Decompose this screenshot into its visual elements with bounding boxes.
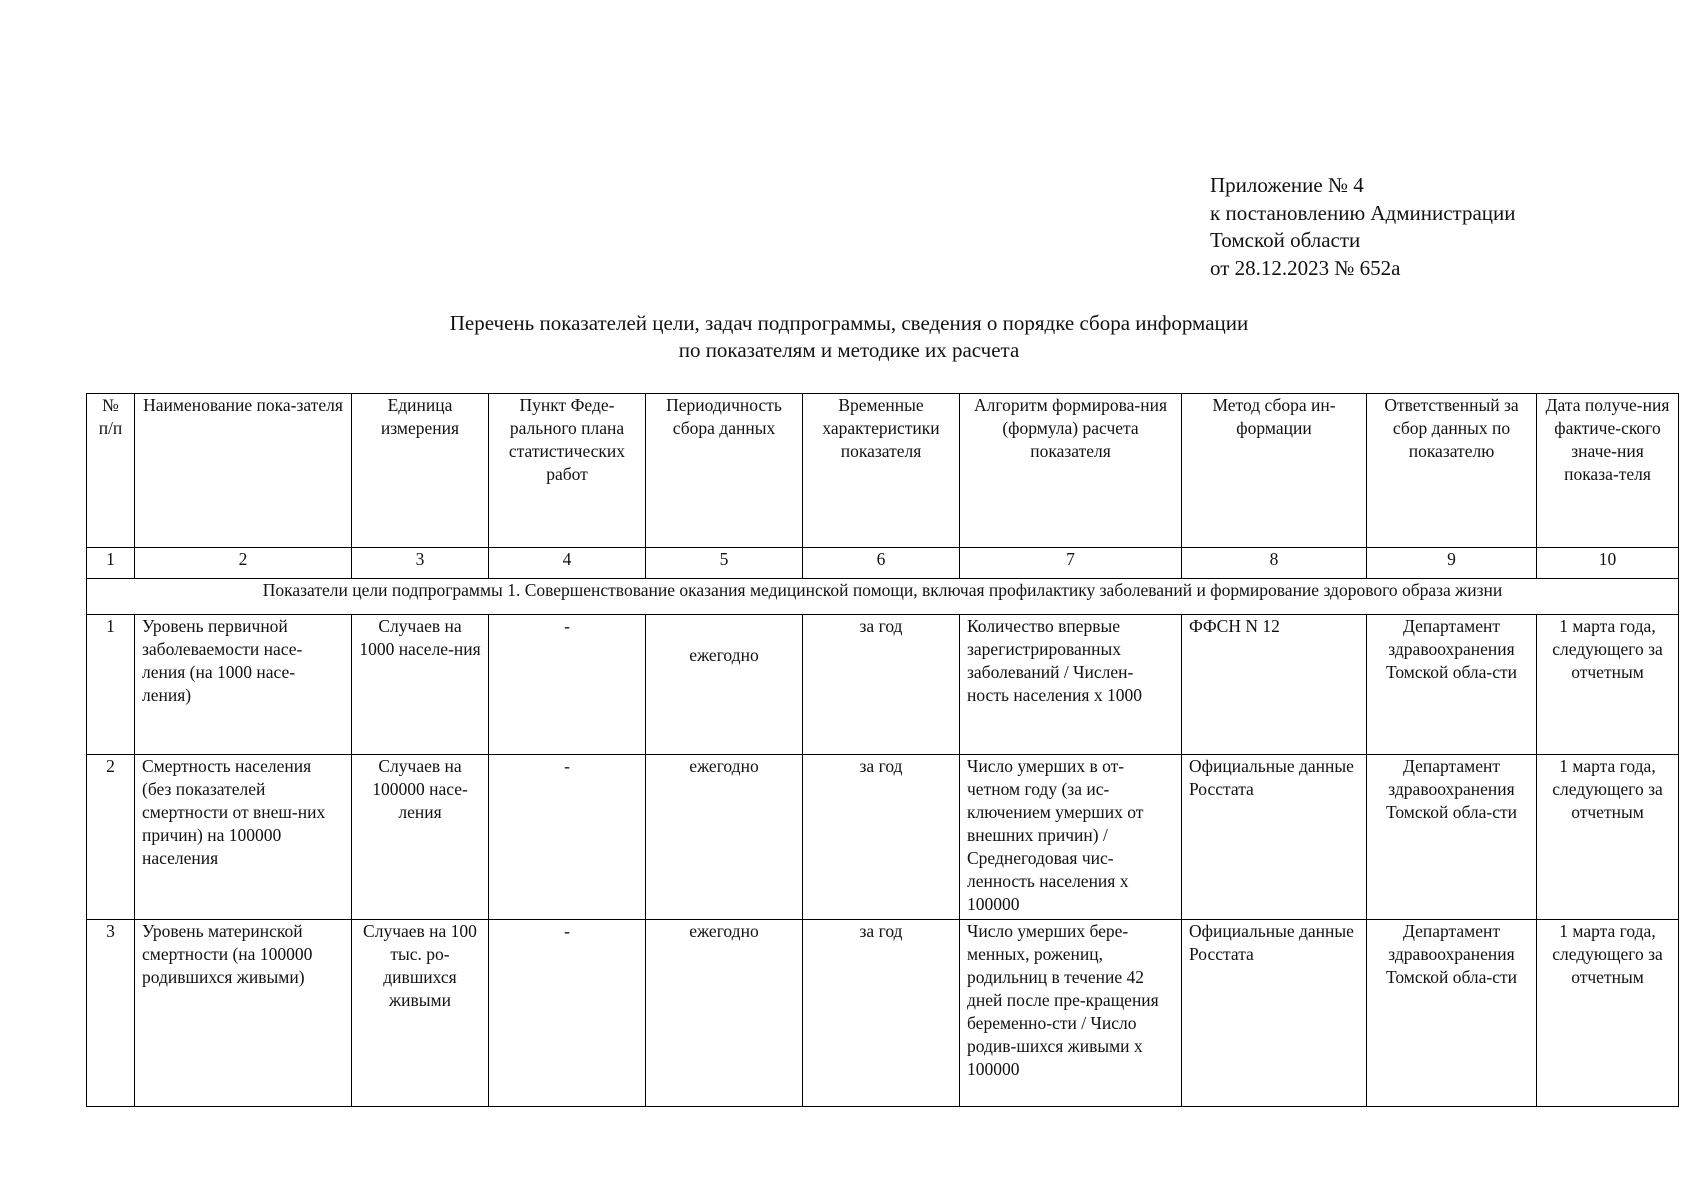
section-title: Показатели цели подпрограммы 1. Совершенствование оказания медицинской помощи, включая профилактику заболеваний и формирование здорового образа жизни <box>87 579 1679 615</box>
table-row <box>87 755 1679 920</box>
date-cell: 1 марта года, следующего за отчетным <box>1537 920 1679 1107</box>
header-cell: Дата получе-ния фактиче-ского значе-ния показа-теля <box>1537 394 1679 548</box>
appendix-line: Приложение № 4 <box>1210 173 1364 197</box>
responsible-cell: Департамент здравоохранения Томской обла-сти <box>1367 920 1537 1107</box>
table-row <box>87 920 1679 1107</box>
algorithm-cell: Количество впервые зарегистрированных заболеваний / Числен-ность населения х 1000 <box>960 615 1182 755</box>
indicator-name: Смертность населения (без показателей смертности от внеш-них причин) на 100000 населения <box>135 755 352 920</box>
column-number: 7 <box>960 548 1182 579</box>
column-number: 5 <box>646 548 803 579</box>
row-number: 3 <box>87 920 135 1107</box>
title-line: Перечень показателей цели, задач подпрограммы, сведения о порядке сбора информации <box>449 311 1249 335</box>
column-number: 2 <box>135 548 352 579</box>
header-cell: Временные характеристики показателя <box>803 394 960 548</box>
appendix-line: Томской области <box>1210 228 1361 252</box>
period-cell: ежегодно <box>646 755 803 920</box>
header-cell: Метод сбора ин-формации <box>1182 394 1367 548</box>
unit-cell: Случаев на 100000 насе-ления <box>352 755 489 920</box>
period-cell: ежегодно <box>646 615 803 755</box>
row-number: 1 <box>87 615 135 755</box>
responsible-cell: Департамент здравоохранения Томской обла-сти <box>1367 615 1537 755</box>
table-row <box>87 615 1679 755</box>
indicator-name: Уровень первичной заболеваемости насе-ления (на 1000 насе-ления) <box>135 615 352 755</box>
fpsr-cell: - <box>489 920 646 1107</box>
time-cell: за год <box>803 755 960 920</box>
unit-cell: Случаев на 1000 населе-ния <box>352 615 489 755</box>
table-header-row <box>87 394 1679 548</box>
title-line: по показателям и методике их расчета <box>678 338 1020 362</box>
time-cell: за год <box>803 615 960 755</box>
column-number: 1 <box>87 548 135 579</box>
indicators-table <box>86 393 1679 1107</box>
algorithm-cell: Число умерших бере-менных, рожениц, родильниц в течение 42 дней после пре-кращения беременно-сти / Число родив-шихся живыми х 100000 <box>960 920 1182 1107</box>
appendix-block <box>1210 172 1516 282</box>
header-cell: Алгоритм формирова-ния (формула) расчета показателя <box>960 394 1182 548</box>
method-cell: Официальные данные Росстата <box>1182 755 1367 920</box>
column-number-row <box>87 548 1679 579</box>
method-cell: ФФСН N 12 <box>1182 615 1367 755</box>
header-cell: Ответственный за сбор данных по показателю <box>1367 394 1537 548</box>
column-number: 8 <box>1182 548 1367 579</box>
responsible-cell: Департамент здравоохранения Томской обла-сти <box>1367 755 1537 920</box>
fpsr-cell: - <box>489 755 646 920</box>
algorithm-cell: Число умерших в от-четном году (за ис-ключением умерших от внешних причин) / Среднегодовая чис-ленность населения х 100000 <box>960 755 1182 920</box>
unit-cell: Случаев на 100 тыс. ро-дившихся живыми <box>352 920 489 1107</box>
column-number: 6 <box>803 548 960 579</box>
method-cell: Официальные данные Росстата <box>1182 920 1367 1107</box>
indicator-name: Уровень материнской смертности (на 100000 родившихся живыми) <box>135 920 352 1107</box>
column-number: 4 <box>489 548 646 579</box>
header-cell: Наименование пока-зателя <box>135 394 352 548</box>
date-cell: 1 марта года, следующего за отчетным <box>1537 755 1679 920</box>
fpsr-cell: - <box>489 615 646 755</box>
row-number: 2 <box>87 755 135 920</box>
date-cell: 1 марта года, следующего за отчетным <box>1537 615 1679 755</box>
period-cell: ежегодно <box>646 920 803 1107</box>
column-number: 3 <box>352 548 489 579</box>
appendix-line: к постановлению Администрации <box>1210 200 1516 225</box>
header-cell: Пункт Феде-рального плана статистических работ <box>489 394 646 548</box>
column-number: 9 <box>1367 548 1537 579</box>
appendix-line: от 28.12.2023 № 652а <box>1210 255 1401 280</box>
document-title <box>0 310 1698 364</box>
header-cell: Единица измерения <box>352 394 489 548</box>
section-row <box>87 579 1679 615</box>
time-cell: за год <box>803 920 960 1107</box>
header-cell: № п/п <box>87 394 135 548</box>
column-number: 10 <box>1537 548 1679 579</box>
header-cell: Периодичность сбора данных <box>646 394 803 548</box>
